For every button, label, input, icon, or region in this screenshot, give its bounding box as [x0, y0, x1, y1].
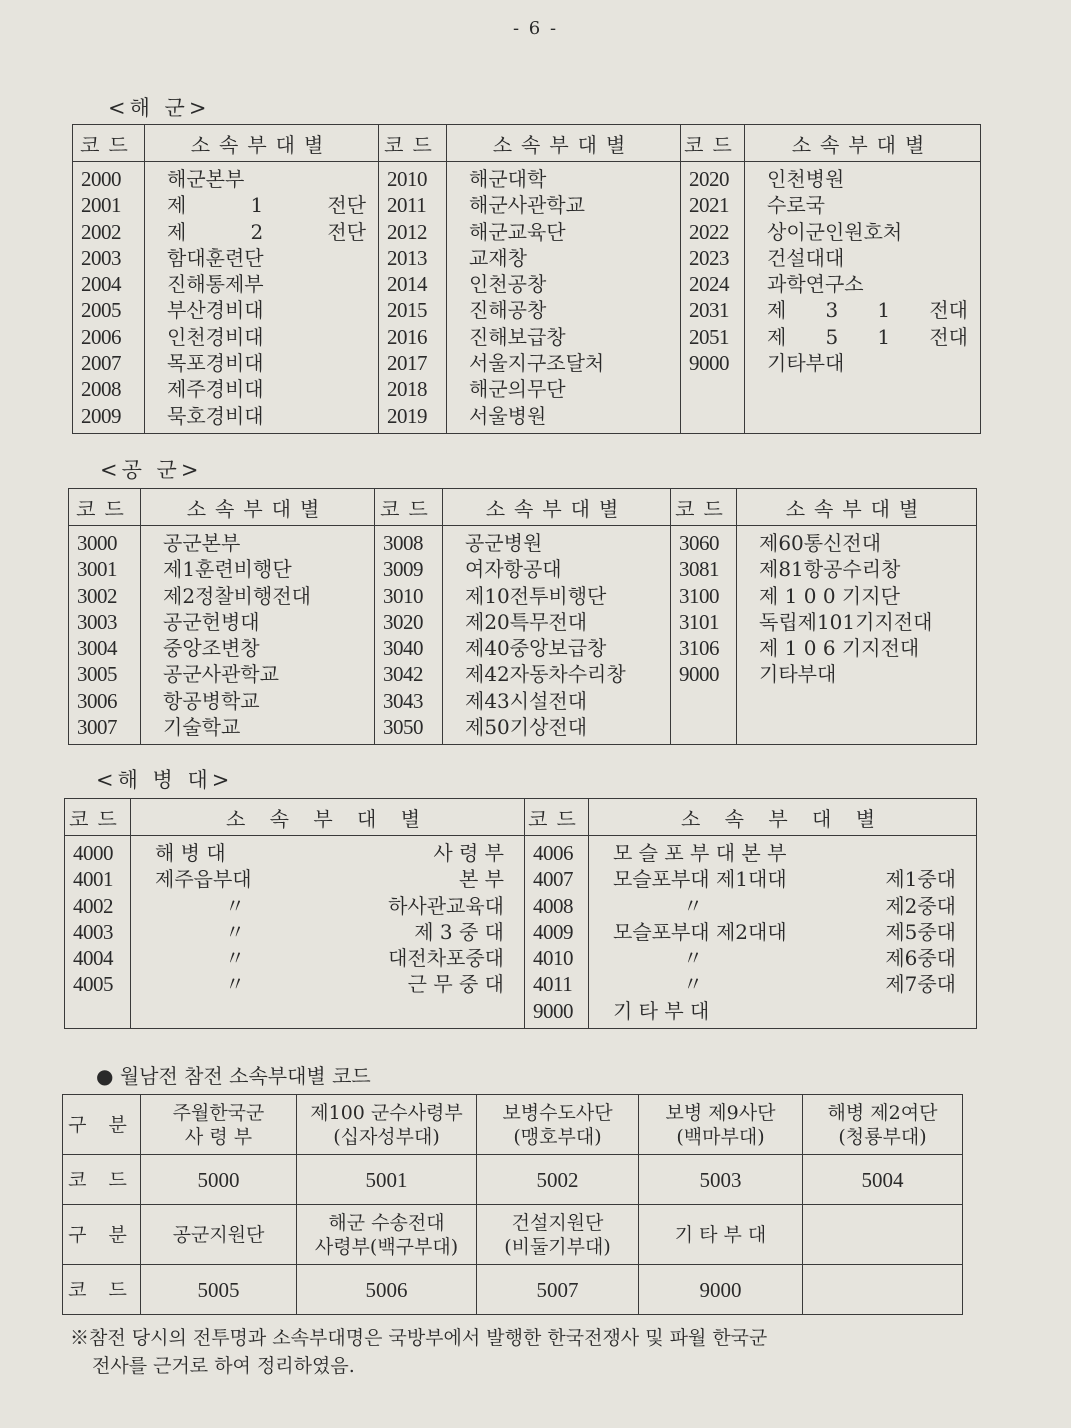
header-code: 코드: [375, 489, 443, 526]
code-cell: 3007: [77, 715, 117, 740]
unit-name-left: 해 병 대: [155, 841, 226, 865]
unit-name: 해군대학: [469, 167, 547, 191]
code-cell: 9000: [533, 998, 573, 1023]
unit-name: 인천공창: [469, 272, 547, 297]
code-cell: 3043: [383, 688, 423, 713]
unit-name-right: 제5중대: [885, 919, 956, 944]
code-list: [671, 526, 736, 692]
unit-name-left: 모슬포부대 제2대대: [613, 919, 787, 944]
code-cell: 3106: [679, 636, 719, 661]
header-unit: 소 속 부 대 별: [589, 799, 977, 836]
code-cell: 5006: [297, 1265, 477, 1315]
code-cell: 4001: [73, 867, 113, 892]
unit-name-left: 〃: [683, 893, 703, 918]
airforce-code-table: [68, 488, 977, 745]
footnote: [70, 1324, 767, 1380]
code-cell: 2012: [387, 219, 427, 244]
unit-name-left: 〃: [225, 893, 245, 918]
unit-name: 기 타 부 대: [674, 1223, 767, 1246]
unit-name: 해군의무단: [469, 377, 566, 402]
unit-name-right: 제6중대: [885, 946, 956, 971]
unit-name: 진해공창: [469, 298, 547, 323]
unit-name: (청룡부대): [838, 1125, 927, 1148]
unit-name: 제 1 전단: [167, 193, 366, 218]
unit-name: 기타부대: [759, 662, 837, 687]
code-cell: 3005: [77, 662, 117, 687]
footnote-line: ※참전 당시의 전투명과 소속부대명은 국방부에서 발행한 한국전쟁사 및 파월 한국군: [70, 1327, 768, 1349]
code-cell: 2021: [689, 193, 729, 218]
unit-name: 주월한국군: [172, 1101, 265, 1124]
code-cell: 5002: [477, 1155, 639, 1205]
unit-list: [141, 526, 374, 744]
code-cell: 4006: [533, 841, 573, 865]
code-cell: 3101: [679, 609, 719, 634]
unit-cell: [297, 1095, 477, 1155]
unit-name: 인천병원: [767, 167, 845, 191]
unit-name: 공군본부: [163, 531, 241, 555]
unit-name: 제1훈련비행단: [163, 557, 292, 582]
unit-list: [745, 162, 980, 380]
code-cell: 4000: [73, 841, 113, 865]
unit-cell: [141, 1205, 297, 1265]
unit-name: 서울지구조달처: [469, 351, 605, 376]
unit-name: 기타부대: [767, 351, 845, 376]
marines-section-title: <해 병 대>: [96, 768, 234, 792]
marines-code-table: [64, 798, 977, 1029]
unit-name: (비둘기부대): [504, 1235, 611, 1258]
unit-name: (백마부대): [676, 1125, 765, 1148]
unit-name: [589, 866, 976, 892]
code-cell: 5007: [477, 1265, 639, 1315]
unit-name: 여자항공대: [465, 557, 562, 582]
unit-name-left: 〃: [683, 972, 703, 997]
unit-name-right: 제1중대: [885, 867, 956, 892]
code-cell: [803, 1265, 963, 1315]
unit-list: [589, 836, 976, 1028]
unit-name: 진해통제부: [167, 272, 264, 297]
code-cell: 4005: [73, 972, 113, 997]
code-cell: 2024: [689, 272, 729, 297]
code-cell: 9000: [679, 662, 719, 687]
header-unit: 소속부대별: [145, 125, 379, 162]
code-label: 코 드: [63, 1155, 141, 1205]
unit-name: 교재창: [469, 245, 527, 270]
unit-name: (십자성부대): [333, 1125, 440, 1148]
unit-name: 상이군인원호처: [767, 219, 903, 244]
unit-name-left: 모슬포부대 제1대대: [613, 867, 787, 892]
unit-cell: [639, 1095, 803, 1155]
unit-list: [145, 162, 378, 433]
code-cell: 4011: [533, 972, 573, 997]
page-number: - 6 -: [512, 18, 559, 39]
header-unit: 소속부대별: [141, 489, 375, 526]
code-cell: 3020: [383, 609, 423, 634]
unit-name: [589, 893, 976, 919]
header-code: 코드: [379, 125, 447, 162]
code-cell: 2017: [387, 351, 427, 376]
code-cell: 2011: [387, 193, 427, 218]
unit-name: 제 5 1 전대: [767, 324, 968, 349]
vietnam-code-table: [62, 1094, 963, 1315]
unit-name: 제2정찰비행전대: [163, 583, 311, 608]
unit-name: 서울병원: [469, 403, 547, 428]
unit-name: 제20특무전대: [465, 609, 588, 634]
unit-name-left: 〃: [683, 946, 703, 971]
unit-name: 과학연구소: [767, 272, 864, 297]
code-cell: 3060: [679, 531, 719, 555]
unit-name: 제81항공수리창: [759, 557, 901, 582]
unit-name: 묵호경비대: [167, 403, 264, 428]
unit-name: 건설대대: [767, 245, 845, 270]
unit-name: [589, 919, 976, 945]
code-cell: 2018: [387, 377, 427, 402]
code-cell: 3006: [77, 688, 117, 713]
code-cell: 2008: [81, 377, 121, 402]
unit-name: 해병 제2여단: [827, 1101, 938, 1124]
code-cell: 2023: [689, 245, 729, 270]
code-cell: 4009: [533, 919, 573, 944]
unit-name: 공군지원단: [172, 1223, 265, 1246]
code-cell: 3050: [383, 715, 423, 740]
unit-name-left: 〃: [225, 972, 245, 997]
header-unit: 소 속 부 대 별: [131, 799, 525, 836]
code-cell: 2003: [81, 245, 121, 270]
unit-name: 제42자동차수리창: [465, 662, 626, 687]
header-unit: 소속부대별: [447, 125, 681, 162]
unit-cell: [141, 1095, 297, 1155]
unit-name: 제60통신전대: [759, 531, 882, 555]
code-cell: 4003: [73, 919, 113, 944]
code-cell: 2006: [81, 324, 121, 349]
header-code: 코드: [525, 799, 589, 836]
unit-name: 부산경비대: [167, 298, 264, 323]
unit-name-right: 대전차포중대: [388, 946, 504, 971]
header-code: 코드: [671, 489, 737, 526]
unit-name-right: 본 부: [459, 867, 504, 892]
header-code: 코드: [69, 489, 141, 526]
unit-name-right: 제7중대: [885, 972, 956, 997]
code-cell: 3081: [679, 557, 719, 582]
unit-name: [131, 840, 524, 866]
unit-list: [737, 526, 976, 692]
code-cell: 9000: [689, 351, 729, 376]
code-label: 코 드: [63, 1265, 141, 1315]
header-unit: 소속부대별: [737, 489, 977, 526]
unit-name-right: 사 령 부: [433, 841, 504, 865]
header-code: 코드: [73, 125, 145, 162]
unit-name-right: 근 무 중 대: [407, 972, 504, 997]
unit-name: 사 령 부: [184, 1125, 253, 1148]
unit-name: 해군사관학교: [469, 193, 585, 218]
unit-name: 제10전투비행단: [465, 583, 607, 608]
code-cell: 3009: [383, 557, 423, 582]
unit-name: [131, 893, 524, 919]
code-cell: 4010: [533, 946, 573, 971]
code-cell: 5001: [297, 1155, 477, 1205]
unit-list: [443, 526, 670, 744]
code-cell: 2013: [387, 245, 427, 270]
unit-name: 중앙조변창: [163, 636, 260, 661]
unit-name: 수로국: [767, 193, 825, 218]
unit-name-left: 〃: [225, 946, 245, 971]
unit-name: 제50기상전대: [465, 715, 588, 740]
unit-name: 제100 군수사령부: [310, 1101, 463, 1124]
unit-name: 목포경비대: [167, 351, 264, 376]
header-unit: 소속부대별: [443, 489, 671, 526]
code-list: [375, 526, 442, 744]
code-cell: 3000: [77, 531, 117, 555]
code-cell: 2001: [81, 193, 121, 218]
unit-name: 해군 수송전대: [328, 1211, 445, 1234]
unit-name: [131, 945, 524, 971]
unit-cell: [639, 1205, 803, 1265]
unit-name: 항공병학교: [163, 688, 260, 713]
code-cell: 2016: [387, 324, 427, 349]
code-cell: 2000: [81, 167, 121, 191]
code-cell: 3042: [383, 662, 423, 687]
unit-name-left: 〃: [225, 919, 245, 944]
unit-name: 건설지원단: [511, 1211, 604, 1234]
airforce-section-title: <공 군>: [100, 458, 203, 482]
unit-list: [131, 836, 524, 1002]
code-cell: 2031: [689, 298, 729, 323]
unit-name: [589, 840, 976, 866]
code-list: [681, 162, 744, 380]
code-cell: 2022: [689, 219, 729, 244]
unit-name: [131, 919, 524, 945]
code-cell: 4008: [533, 893, 573, 918]
unit-name: 기술학교: [163, 715, 241, 740]
navy-section-title: <해 군>: [108, 96, 211, 120]
unit-name: 제 1 0 0 기지단: [759, 583, 900, 608]
unit-name-right: 제 3 중 대: [414, 919, 504, 944]
unit-name: [131, 866, 524, 892]
unit-name-right: 하사관교육대: [388, 893, 504, 918]
header-code: 코드: [681, 125, 745, 162]
code-cell: 3003: [77, 609, 117, 634]
unit-name-left: 기 타 부 대: [613, 998, 710, 1023]
code-cell: 3001: [77, 557, 117, 582]
code-cell: 2010: [387, 167, 427, 191]
unit-name: 독립제101기지전대: [759, 609, 933, 634]
vietnam-section-title: ● 월남전 참전 소속부대별 코드: [96, 1064, 371, 1088]
unit-name: 해군본부: [167, 167, 245, 191]
unit-name: 제43시설전대: [465, 688, 588, 713]
code-cell: 2007: [81, 351, 121, 376]
unit-name: 공군사관학교: [163, 662, 279, 687]
code-list: [65, 836, 130, 1002]
unit-name: 진해보급창: [469, 324, 566, 349]
code-cell: 5003: [639, 1155, 803, 1205]
code-cell: 2014: [387, 272, 427, 297]
code-list: [73, 162, 144, 433]
code-cell: 2020: [689, 167, 729, 191]
navy-code-table: [72, 124, 981, 434]
code-cell: 3008: [383, 531, 423, 555]
code-cell: 5005: [141, 1265, 297, 1315]
unit-name: 해군교육단: [469, 219, 566, 244]
unit-name-left: 제주읍부대: [155, 867, 252, 892]
code-cell: 3004: [77, 636, 117, 661]
code-cell: 2019: [387, 403, 427, 428]
code-cell: 3040: [383, 636, 423, 661]
unit-name: 제 1 0 6 기지전대: [759, 636, 920, 661]
unit-name: [589, 998, 976, 1024]
unit-name: 공군헌병대: [163, 609, 260, 634]
unit-cell: [477, 1205, 639, 1265]
code-list: [525, 836, 588, 1028]
code-cell: 2002: [81, 219, 121, 244]
unit-name: 보병수도사단: [502, 1101, 613, 1124]
unit-name: [589, 945, 976, 971]
unit-cell: [803, 1205, 963, 1265]
unit-cell: [803, 1095, 963, 1155]
unit-name: 함대훈련단: [167, 245, 264, 270]
unit-name: 제 3 1 전대: [767, 298, 968, 323]
unit-name: 공군병원: [465, 531, 543, 555]
code-cell: 3010: [383, 583, 423, 608]
unit-name: 인천경비대: [167, 324, 264, 349]
unit-name: [589, 971, 976, 997]
code-cell: 5000: [141, 1155, 297, 1205]
category-label: 구 분: [63, 1205, 141, 1265]
code-cell: 3002: [77, 583, 117, 608]
code-cell: 5004: [803, 1155, 963, 1205]
unit-cell: [477, 1095, 639, 1155]
code-cell: 2004: [81, 272, 121, 297]
unit-name: 사령부(백구부대): [314, 1235, 459, 1258]
code-cell: 4004: [73, 946, 113, 971]
header-unit: 소속부대별: [745, 125, 981, 162]
unit-name: (맹호부대): [513, 1125, 602, 1148]
code-cell: 2009: [81, 403, 121, 428]
unit-list: [447, 162, 680, 433]
unit-name: 보병 제9사단: [665, 1101, 776, 1124]
code-list: [69, 526, 140, 744]
code-cell: 4007: [533, 867, 573, 892]
unit-name: [131, 971, 524, 997]
code-cell: 2015: [387, 298, 427, 323]
code-cell: 2005: [81, 298, 121, 323]
unit-name-right: 제2중대: [885, 893, 956, 918]
unit-name-left: 모 슬 포 부 대 본 부: [613, 841, 787, 865]
unit-cell: [297, 1205, 477, 1265]
code-list: [379, 162, 446, 433]
code-cell: 3100: [679, 583, 719, 608]
unit-name: 제주경비대: [167, 377, 264, 402]
footnote-line: 전사를 근거로 하여 정리하였음.: [92, 1355, 355, 1377]
code-cell: 2051: [689, 324, 729, 349]
code-cell: 4002: [73, 893, 113, 918]
header-code: 코드: [65, 799, 131, 836]
unit-name: 제 2 전단: [167, 219, 366, 244]
code-cell: 9000: [639, 1265, 803, 1315]
category-label: 구 분: [63, 1095, 141, 1155]
unit-name: 제40중앙보급창: [465, 636, 607, 661]
